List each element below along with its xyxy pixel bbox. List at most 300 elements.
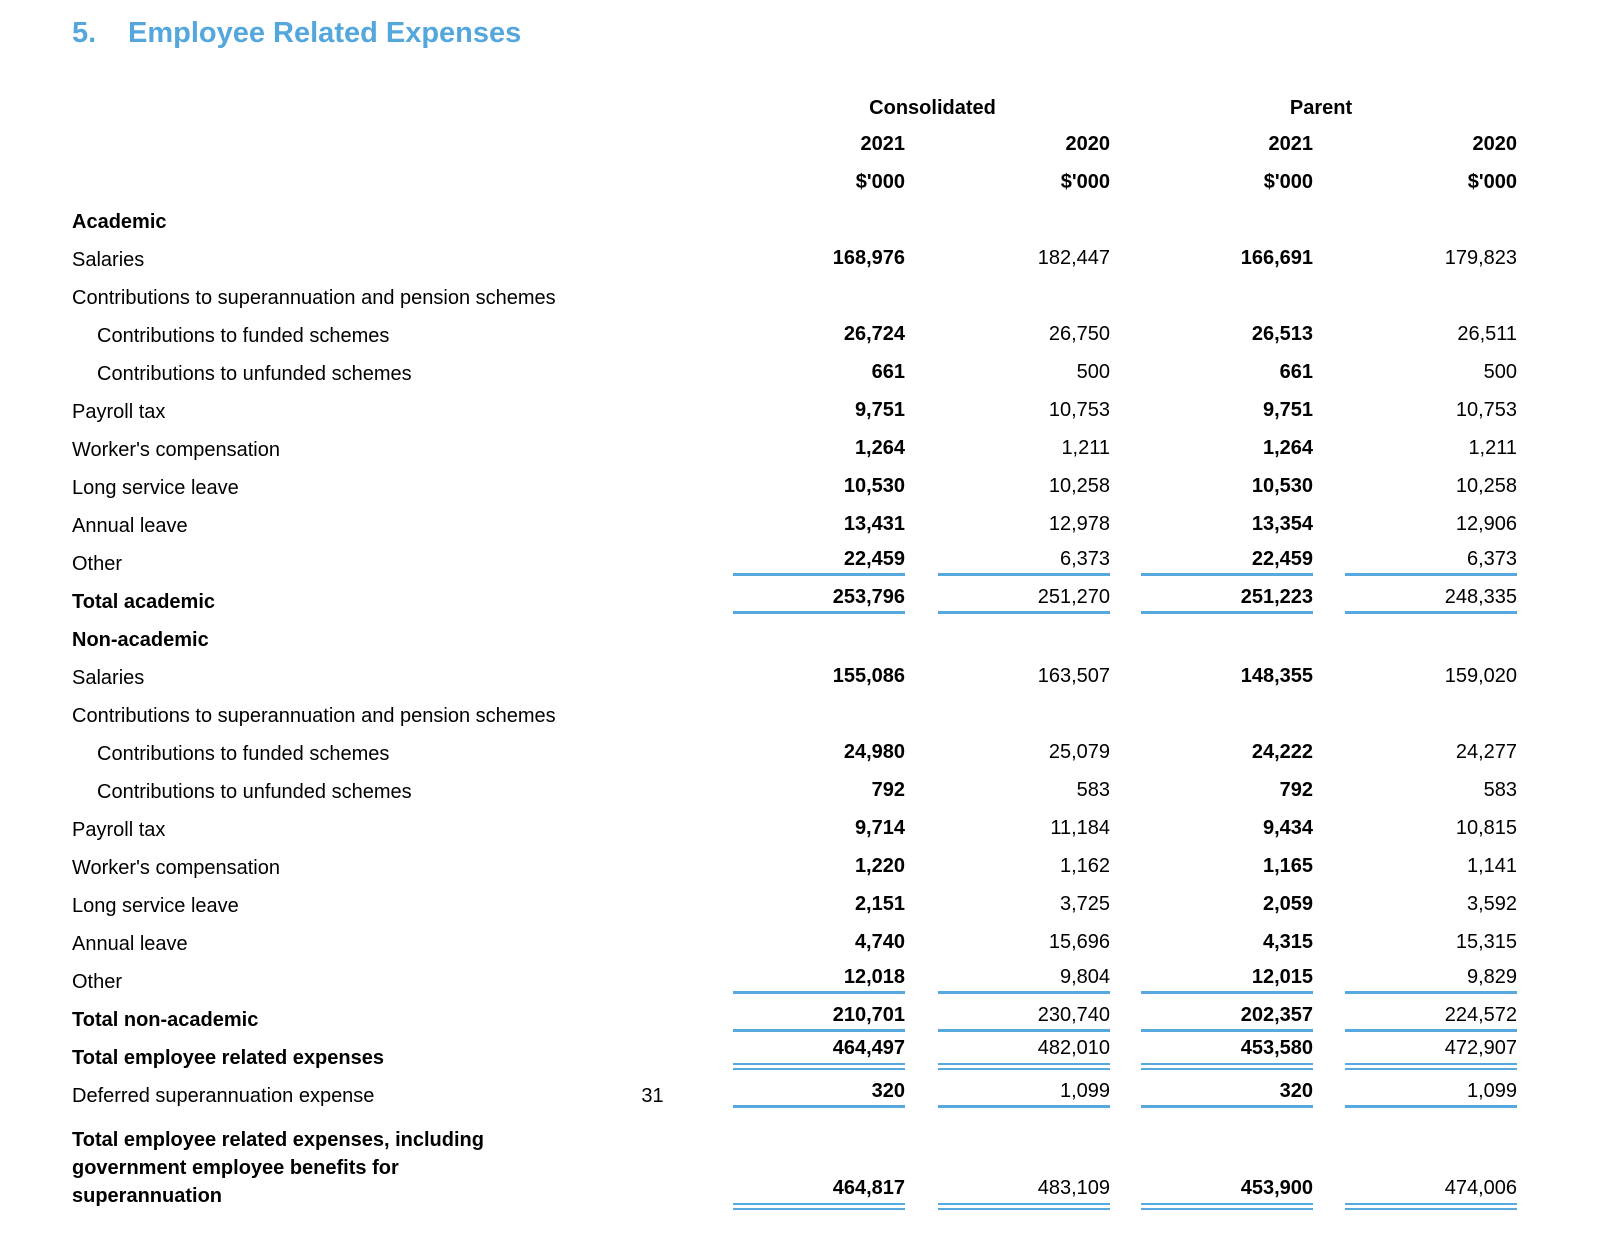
- cell-consolidated-2020: [905, 614, 1110, 652]
- row-label: Contributions to funded schemes: [97, 743, 390, 765]
- cell-consolidated-2020: [905, 310, 1110, 348]
- cell-parent-2021: [1110, 272, 1313, 310]
- note-ref: [620, 652, 685, 690]
- note-ref: [620, 386, 685, 424]
- note-ref: [620, 500, 685, 538]
- spacer-cell: [72, 82, 620, 120]
- table-row: [72, 690, 1517, 728]
- cell-parent-2021: [1110, 880, 1313, 918]
- cell-consolidated-2020: [905, 386, 1110, 424]
- cell-consolidated-2021: [685, 994, 905, 1032]
- row-label: Payroll tax: [72, 819, 166, 841]
- cell-value: 251,270: [938, 585, 1110, 614]
- cell-consolidated-2020: [905, 842, 1110, 880]
- row-label-cell: [72, 1032, 620, 1070]
- cell-consolidated-2021: [685, 918, 905, 956]
- cell-value: 2,151: [854, 893, 905, 915]
- cell-value: 253,796: [733, 585, 905, 614]
- cell-consolidated-2020: [905, 538, 1110, 576]
- note-ref: [620, 1108, 685, 1210]
- cell-value: 10,530: [843, 475, 905, 497]
- table-head: [72, 82, 1517, 196]
- cell-parent-2020: [1313, 500, 1517, 538]
- cell-parent-2021: [1110, 690, 1313, 728]
- cell-consolidated-2020: [905, 272, 1110, 310]
- cell-value: [938, 644, 1110, 646]
- cell-parent-2021: [1110, 614, 1313, 652]
- cell-consolidated-2020: [905, 1108, 1110, 1210]
- cell-parent-2021: [1110, 538, 1313, 576]
- table-row: [72, 576, 1517, 614]
- cell-value: 4,740: [854, 931, 905, 953]
- row-label: Contributions to unfunded schemes: [97, 781, 412, 803]
- row-label-cell: [72, 462, 620, 500]
- row-label-cell: [72, 500, 620, 538]
- cell-value: 26,511: [1457, 323, 1518, 345]
- cell-value: 1,211: [1468, 437, 1518, 459]
- row-label-cell: [72, 842, 620, 880]
- table-row: [72, 728, 1517, 766]
- cell-value: 155,086: [832, 665, 905, 687]
- cell-consolidated-2021: [685, 462, 905, 500]
- cell-parent-2021: [1110, 462, 1313, 500]
- cell-consolidated-2021: [685, 956, 905, 994]
- cell-consolidated-2021: [685, 690, 905, 728]
- cell-parent-2020: [1313, 842, 1517, 880]
- cell-parent-2021: [1110, 1108, 1313, 1210]
- table-row: [72, 766, 1517, 804]
- section-heading: [0, 0, 1600, 50]
- cell-value: 320: [733, 1079, 905, 1108]
- cell-value: 472,907: [1345, 1036, 1517, 1070]
- cell-value: 10,258: [1455, 475, 1518, 497]
- group-header-parent: Parent: [1289, 97, 1353, 119]
- table-row: [72, 310, 1517, 348]
- cell-value: 166,691: [1240, 247, 1314, 269]
- row-label-cell: [72, 424, 620, 462]
- cell-value: 1,099: [1345, 1079, 1517, 1108]
- cell-parent-2020: [1313, 956, 1517, 994]
- cell-value: 22,459: [1141, 547, 1313, 576]
- row-label: Academic: [72, 211, 167, 233]
- cell-value: 26,513: [1251, 323, 1314, 345]
- cell-consolidated-2020: [905, 728, 1110, 766]
- cell-parent-2021: [1110, 994, 1313, 1032]
- cell-consolidated-2020: [905, 690, 1110, 728]
- cell-parent-2021: [1110, 234, 1313, 272]
- cell-value: 159,020: [1444, 665, 1518, 687]
- cell-value: 202,357: [1141, 1003, 1313, 1032]
- cell-value: [733, 720, 905, 722]
- row-label-cell: [72, 272, 620, 310]
- cell-value: 1,220: [854, 855, 905, 877]
- note-ref: [620, 348, 685, 386]
- cell-consolidated-2020: [905, 500, 1110, 538]
- cell-parent-2020: [1313, 272, 1517, 310]
- cell-value: 12,018: [733, 965, 905, 994]
- cell-value: 6,373: [938, 547, 1110, 576]
- cell-parent-2020: [1313, 386, 1517, 424]
- row-label: Deferred superannuation expense: [72, 1085, 375, 1107]
- cell-consolidated-2020: [905, 880, 1110, 918]
- cell-value: 22,459: [733, 547, 905, 576]
- section-number: 5.: [72, 17, 97, 49]
- cell-parent-2021: [1110, 348, 1313, 386]
- cell-consolidated-2020: [905, 956, 1110, 994]
- cell-consolidated-2021: [685, 614, 905, 652]
- cell-parent-2020: [1313, 348, 1517, 386]
- cell-consolidated-2020: [905, 462, 1110, 500]
- cell-value: 483,109: [938, 1176, 1110, 1210]
- note-ref: [620, 462, 685, 500]
- cell-consolidated-2021: [685, 766, 905, 804]
- table-row: [72, 462, 1517, 500]
- cell-value: [1345, 302, 1517, 304]
- row-label: Annual leave: [72, 515, 188, 537]
- cell-value: 12,906: [1455, 513, 1518, 535]
- cell-parent-2020: [1313, 690, 1517, 728]
- cell-consolidated-2021: [685, 576, 905, 614]
- table-row: [72, 272, 1517, 310]
- note-ref: [620, 880, 685, 918]
- cell-value: 464,497: [733, 1036, 905, 1070]
- cell-value: 6,373: [1345, 547, 1517, 576]
- cell-parent-2020: [1313, 576, 1517, 614]
- row-label-cell: [72, 310, 620, 348]
- cell-parent-2021: [1110, 804, 1313, 842]
- unit-header: $'000: [1467, 171, 1518, 193]
- row-label: Total employee related expenses, including government employee benefits for superannuation: [72, 1129, 484, 1207]
- cell-consolidated-2021: [685, 1032, 905, 1070]
- row-label-cell: [72, 1070, 620, 1108]
- cell-consolidated-2020: [905, 804, 1110, 842]
- row-label-cell: [72, 918, 620, 956]
- note-ref: [620, 234, 685, 272]
- note-ref: [620, 576, 685, 614]
- cell-consolidated-2021: [685, 804, 905, 842]
- year-header-parent-2021: 2021: [1268, 133, 1314, 155]
- cell-value: 24,980: [843, 741, 905, 763]
- cell-value: 4,315: [1262, 931, 1314, 953]
- note-ref: 31: [641, 1085, 664, 1107]
- cell-value: 482,010: [938, 1036, 1110, 1070]
- unit-header: $'000: [855, 171, 905, 193]
- cell-consolidated-2020: [905, 766, 1110, 804]
- cell-value: 179,823: [1444, 247, 1518, 269]
- cell-parent-2020: [1313, 994, 1517, 1032]
- cell-consolidated-2021: [685, 386, 905, 424]
- row-label-cell: [72, 956, 620, 994]
- cell-value: 583: [1076, 779, 1111, 801]
- table-row: [72, 956, 1517, 994]
- cell-parent-2020: [1313, 196, 1517, 234]
- cell-value: [938, 226, 1110, 228]
- cell-parent-2021: [1110, 728, 1313, 766]
- row-label-cell: [72, 386, 620, 424]
- cell-value: 12,015: [1141, 965, 1313, 994]
- note-ref: [620, 842, 685, 880]
- cell-value: 1,162: [1059, 855, 1111, 877]
- cell-consolidated-2020: [905, 652, 1110, 690]
- cell-value: 24,222: [1251, 741, 1314, 763]
- cell-value: [1141, 226, 1313, 228]
- cell-value: 168,976: [832, 247, 905, 269]
- cell-parent-2020: [1313, 1032, 1517, 1070]
- cell-value: 1,211: [1061, 437, 1111, 459]
- cell-consolidated-2021: [685, 310, 905, 348]
- table-row: [72, 1032, 1517, 1070]
- row-label-cell: [72, 880, 620, 918]
- financial-table: [72, 82, 1517, 1210]
- row-label: Contributions to superannuation and pension schemes: [72, 705, 556, 727]
- cell-value: 661: [1279, 361, 1314, 383]
- table-row: [72, 538, 1517, 576]
- year-header-parent-2020: 2020: [1472, 133, 1518, 155]
- cell-value: 2,059: [1262, 893, 1314, 915]
- cell-consolidated-2021: [685, 842, 905, 880]
- cell-parent-2021: [1110, 196, 1313, 234]
- note-ref: [620, 538, 685, 576]
- cell-value: 251,223: [1141, 585, 1313, 614]
- row-label-cell: [72, 766, 620, 804]
- table-row: [72, 880, 1517, 918]
- cell-consolidated-2021: [685, 272, 905, 310]
- note-ref: [620, 766, 685, 804]
- cell-consolidated-2021: [685, 1108, 905, 1210]
- cell-value: 9,804: [938, 965, 1110, 994]
- cell-value: 3,592: [1466, 893, 1518, 915]
- cell-parent-2020: [1313, 918, 1517, 956]
- cell-value: 583: [1483, 779, 1518, 801]
- cell-value: 9,829: [1345, 965, 1517, 994]
- cell-consolidated-2021: [685, 1070, 905, 1108]
- cell-value: 474,006: [1345, 1176, 1517, 1210]
- cell-value: [1345, 720, 1517, 722]
- cell-consolidated-2020: [905, 234, 1110, 272]
- cell-parent-2020: [1313, 652, 1517, 690]
- cell-value: 453,900: [1141, 1176, 1313, 1210]
- page-title: Employee Related Expenses: [128, 17, 522, 49]
- cell-value: 224,572: [1345, 1003, 1517, 1032]
- cell-consolidated-2020: [905, 1032, 1110, 1070]
- cell-parent-2020: [1313, 1070, 1517, 1108]
- cell-value: 1,141: [1466, 855, 1518, 877]
- cell-value: 13,354: [1251, 513, 1314, 535]
- unit-header: $'000: [1060, 171, 1111, 193]
- cell-value: [1141, 644, 1313, 646]
- cell-parent-2020: [1313, 310, 1517, 348]
- cell-consolidated-2020: [905, 576, 1110, 614]
- cell-value: 9,714: [854, 817, 905, 839]
- note-ref: [620, 690, 685, 728]
- table-row: [72, 500, 1517, 538]
- cell-value: 1,264: [854, 437, 905, 459]
- cell-consolidated-2021: [685, 234, 905, 272]
- row-label-cell: [72, 196, 620, 234]
- cell-value: 25,079: [1048, 741, 1111, 763]
- unit-header: $'000: [1263, 171, 1314, 193]
- cell-value: [733, 226, 905, 228]
- row-label-cell: [72, 804, 620, 842]
- cell-value: 11,184: [1050, 817, 1111, 839]
- cell-parent-2021: [1110, 1032, 1313, 1070]
- cell-parent-2020: [1313, 614, 1517, 652]
- cell-consolidated-2021: [685, 538, 905, 576]
- cell-value: 10,753: [1048, 399, 1111, 421]
- cell-consolidated-2020: [905, 196, 1110, 234]
- cell-consolidated-2021: [685, 196, 905, 234]
- cell-parent-2021: [1110, 386, 1313, 424]
- note-ref: [620, 994, 685, 1032]
- year-header-row: [72, 120, 1517, 158]
- table-row: [72, 994, 1517, 1032]
- cell-parent-2021: [1110, 842, 1313, 880]
- cell-value: [1141, 302, 1313, 304]
- cell-parent-2020: [1313, 424, 1517, 462]
- row-label: Salaries: [72, 667, 145, 689]
- cell-value: 320: [1141, 1079, 1313, 1108]
- cell-value: 500: [1076, 361, 1111, 383]
- row-label-cell: [72, 614, 620, 652]
- cell-value: 148,355: [1240, 665, 1314, 687]
- cell-value: [733, 302, 905, 304]
- cell-parent-2020: [1313, 766, 1517, 804]
- cell-value: 792: [871, 779, 905, 801]
- cell-value: 10,753: [1455, 399, 1518, 421]
- note-ref: [620, 424, 685, 462]
- table-row: [72, 424, 1517, 462]
- cell-value: 15,696: [1048, 931, 1111, 953]
- table-row: [72, 842, 1517, 880]
- row-label: Non-academic: [72, 629, 209, 651]
- table-row: [72, 348, 1517, 386]
- cell-consolidated-2021: [685, 500, 905, 538]
- year-header-consolidated-2020: 2020: [1065, 133, 1111, 155]
- note-ref: [620, 272, 685, 310]
- cell-value: 248,335: [1345, 585, 1517, 614]
- row-label: Contributions to unfunded schemes: [97, 363, 412, 385]
- cell-value: [938, 720, 1110, 722]
- cell-value: [1141, 720, 1313, 722]
- cell-parent-2021: [1110, 918, 1313, 956]
- row-label-cell: [72, 348, 620, 386]
- year-header-consolidated-2021: 2021: [860, 133, 905, 155]
- cell-parent-2020: [1313, 728, 1517, 766]
- cell-value: [938, 302, 1110, 304]
- cell-value: 464,817: [733, 1176, 905, 1210]
- cell-parent-2020: [1313, 234, 1517, 272]
- cell-parent-2020: [1313, 804, 1517, 842]
- cell-value: 1,099: [938, 1079, 1110, 1108]
- cell-value: 500: [1483, 361, 1518, 383]
- cell-parent-2021: [1110, 652, 1313, 690]
- cell-parent-2020: [1313, 462, 1517, 500]
- row-label-cell: [72, 538, 620, 576]
- row-label: Total employee related expenses: [72, 1047, 384, 1069]
- cell-parent-2021: [1110, 1070, 1313, 1108]
- row-label: Total academic: [72, 591, 216, 613]
- row-label: Long service leave: [72, 477, 239, 499]
- cell-consolidated-2021: [685, 728, 905, 766]
- row-label-cell: [72, 234, 620, 272]
- note-ref: [620, 804, 685, 842]
- row-label-cell: [72, 652, 620, 690]
- spacer-cell: [72, 158, 620, 196]
- cell-value: 24,277: [1455, 741, 1518, 763]
- cell-value: 10,530: [1251, 475, 1314, 497]
- row-label: Other: [72, 971, 123, 993]
- cell-value: 661: [871, 361, 905, 383]
- cell-consolidated-2020: [905, 994, 1110, 1032]
- cell-value: 453,580: [1141, 1036, 1313, 1070]
- table-row: [72, 234, 1517, 272]
- row-label: Other: [72, 553, 123, 575]
- cell-value: 210,701: [733, 1003, 905, 1032]
- cell-value: [1345, 644, 1517, 646]
- row-label-cell: [72, 728, 620, 766]
- cell-value: 26,724: [843, 323, 905, 345]
- row-label: Total non-academic: [72, 1009, 259, 1031]
- cell-value: 792: [1279, 779, 1314, 801]
- table-row: [72, 918, 1517, 956]
- note-ref: [620, 918, 685, 956]
- row-label: Contributions to funded schemes: [97, 325, 390, 347]
- note-ref: [620, 728, 685, 766]
- cell-value: 9,751: [1262, 399, 1314, 421]
- table-row: [72, 1070, 1517, 1108]
- row-label: Contributions to superannuation and pension schemes: [72, 287, 556, 309]
- row-label-cell: [72, 576, 620, 614]
- cell-value: [1345, 226, 1517, 228]
- cell-consolidated-2021: [685, 880, 905, 918]
- note-ref: [620, 614, 685, 652]
- spacer-cell: [72, 120, 620, 158]
- cell-consolidated-2020: [905, 1070, 1110, 1108]
- table-row: [72, 804, 1517, 842]
- cell-parent-2020: [1313, 538, 1517, 576]
- spacer-cell: [620, 158, 685, 196]
- cell-value: 10,258: [1048, 475, 1111, 497]
- note-ref: [620, 310, 685, 348]
- table-body: [72, 196, 1517, 1210]
- cell-consolidated-2020: [905, 348, 1110, 386]
- note-ref: [620, 956, 685, 994]
- cell-consolidated-2020: [905, 918, 1110, 956]
- note-ref: [620, 196, 685, 234]
- cell-value: 1,165: [1262, 855, 1314, 877]
- cell-parent-2020: [1313, 880, 1517, 918]
- spacer-cell: [620, 82, 685, 120]
- cell-parent-2021: [1110, 766, 1313, 804]
- cell-consolidated-2021: [685, 348, 905, 386]
- cell-value: 9,751: [854, 399, 905, 421]
- cell-parent-2021: [1110, 576, 1313, 614]
- group-header-consolidated: Consolidated: [869, 97, 996, 119]
- cell-value: 12,978: [1048, 513, 1111, 535]
- cell-consolidated-2020: [905, 424, 1110, 462]
- table-row: [72, 1108, 1517, 1210]
- row-label-cell: [72, 1108, 620, 1210]
- cell-consolidated-2021: [685, 424, 905, 462]
- row-label-cell: [72, 690, 620, 728]
- cell-parent-2021: [1110, 956, 1313, 994]
- spacer-cell: [620, 120, 685, 158]
- cell-consolidated-2021: [685, 652, 905, 690]
- group-header-row: [72, 82, 1517, 120]
- table-row: [72, 196, 1517, 234]
- cell-value: 15,315: [1455, 931, 1518, 953]
- cell-value: 10,815: [1455, 817, 1518, 839]
